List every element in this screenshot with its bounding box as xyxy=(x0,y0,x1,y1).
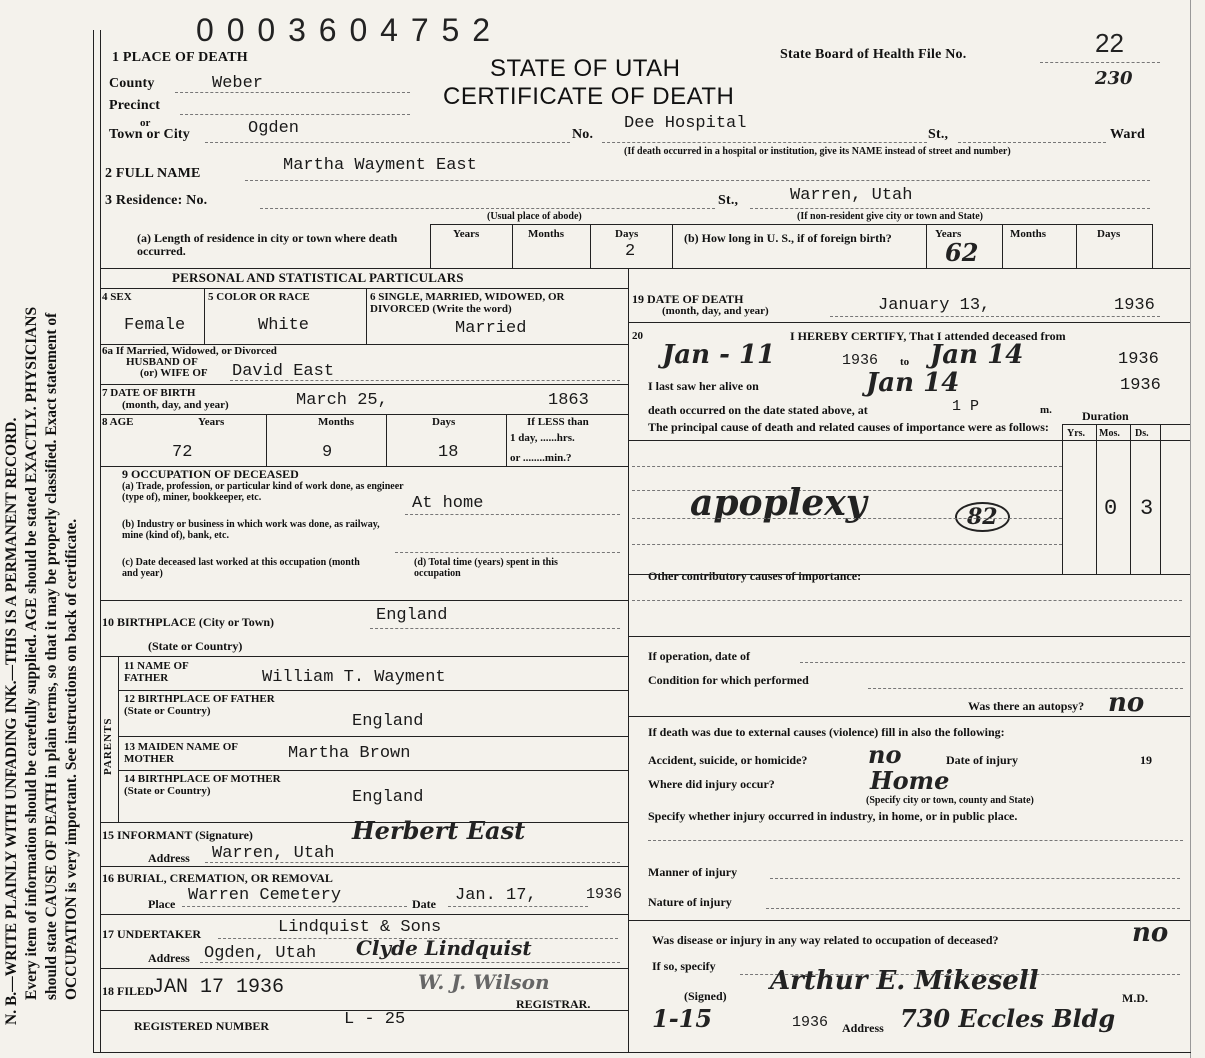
margin-note-line-2: Every item of information should be carefully supplied. AGE should be stated EXACTLY. PHYSICIANS xyxy=(23,306,40,1000)
cause-label: The principal cause of death and related causes of importance were as follows: xyxy=(648,420,1049,434)
duration-label: Duration xyxy=(1082,409,1129,423)
father-name-label: 11 NAME OF FATHER xyxy=(124,660,189,684)
mother-name-value: Martha Brown xyxy=(288,744,411,763)
precinct-label: Precinct xyxy=(109,98,161,113)
where-injury-label: Where did injury occur? xyxy=(648,777,775,791)
res-days-value: 2 xyxy=(625,242,636,261)
full-name-label: 2 FULL NAME xyxy=(105,166,201,181)
less-than-label-2: 1 day, ......hrs. xyxy=(510,432,575,444)
age-years-value: 72 xyxy=(172,443,193,462)
physician-signature: Arthur E. Mikesell xyxy=(770,966,1039,996)
burial-year-value: 1936 xyxy=(586,886,623,903)
informant-signature: Herbert East xyxy=(352,816,526,845)
duration-months-value: 0 xyxy=(1104,496,1118,521)
res-years-header: Years xyxy=(453,228,480,240)
or-label: or xyxy=(140,117,151,129)
father-name-value: William T. Wayment xyxy=(262,668,446,687)
where-injury-note: (Specify city or town, county and State) xyxy=(866,795,1034,806)
accident-answer: no xyxy=(868,740,902,769)
mother-birthplace-label: 14 BIRTHPLACE OF MOTHER (State or Country) xyxy=(124,773,281,797)
occupation-value: At home xyxy=(412,494,484,513)
cause-code: 82 xyxy=(955,502,1010,532)
date-of-injury-label: Date of injury xyxy=(946,753,1018,767)
sex-label: 4 SEX xyxy=(102,291,132,303)
manner-label: Manner of injury xyxy=(648,865,738,879)
physician-address: 730 Eccles Bldg xyxy=(900,1004,1116,1033)
autopsy-answer: no xyxy=(1108,688,1145,718)
last-saw-year: 1936 xyxy=(1120,376,1161,395)
us-years-value: 62 xyxy=(945,238,979,267)
hospital-value: Dee Hospital xyxy=(624,114,747,133)
undertaker-value: Lindquist & Sons xyxy=(278,918,442,937)
occupation-d-label: (d) Total time (years) spent in this occupation xyxy=(414,557,558,579)
street-label: St., xyxy=(928,127,949,142)
husband-label-2: HUSBAND OF xyxy=(126,356,198,368)
us-residence-label: (b) How long in U. S., if of foreign birth? xyxy=(684,231,892,245)
burial-label: 16 BURIAL, CREMATION, OR REMOVAL xyxy=(102,871,333,885)
specify-label: Specify whether injury occurred in industry, in home, or in public place. xyxy=(648,809,1018,823)
disease-answer: no xyxy=(1132,918,1169,948)
filed-label: 18 FILED xyxy=(102,984,154,998)
burial-date-value: Jan. 17, xyxy=(455,886,537,905)
death-time: 1 P xyxy=(952,398,980,415)
where-injury-answer: Home xyxy=(870,766,950,795)
state-title: STATE OF UTAH xyxy=(490,55,681,82)
personal-heading: PERSONAL AND STATISTICAL PARTICULARS xyxy=(172,270,464,285)
physician-address-label: Address xyxy=(842,1021,884,1035)
injury-year: 19 xyxy=(1140,753,1152,767)
length-residence-label: (a) Length of residence in city or town where death occurred. xyxy=(137,231,398,258)
residence-note-nonresident: (If non-resident give city or town and State) xyxy=(797,211,984,222)
informant-address-label: Address xyxy=(148,851,190,865)
residence-note-abode: (Usual place of abode) xyxy=(487,211,582,222)
date-of-death-value: January 13, xyxy=(878,296,991,315)
file-number-label: State Board of Health File No. xyxy=(780,47,967,62)
residence-value: Warren, Utah xyxy=(790,186,913,205)
burial-place-label: Place xyxy=(148,897,176,911)
place-of-death-heading: 1 PLACE OF DEATH xyxy=(112,50,248,65)
signature-year: 1936 xyxy=(792,1014,829,1031)
occupation-a-label: (a) Trade, profession, or particular kind of work done, as engineer (type of), miner, bookkeeper, etc. xyxy=(122,481,404,503)
age-days-header: Days xyxy=(432,416,456,428)
hospital-note: (If death occurred in a hospital or institution, give its NAME instead of street and number) xyxy=(624,146,1011,157)
duration-days-value: 3 xyxy=(1140,496,1154,521)
margin-note-line-4: OCCUPATION is very important. See instructions on back of certificate. xyxy=(63,518,80,1000)
duration-mos: Mos. xyxy=(1099,428,1120,439)
undertaker-label: 17 UNDERTAKER xyxy=(102,927,202,941)
file-number-secondary: 230 xyxy=(1095,68,1133,89)
town-value: Ogden xyxy=(248,119,300,138)
husband-label-3: (or) WIFE OF xyxy=(140,367,208,379)
husband-label-1: 6a If Married, Widowed, or Divorced xyxy=(102,345,277,357)
sex-value: Female xyxy=(124,316,186,335)
mother-birthplace-value: England xyxy=(352,788,424,807)
last-saw-date: Jan 14 xyxy=(866,368,960,398)
filed-stamp: JAN 17 1936 xyxy=(152,976,285,999)
birthplace-label: 10 BIRTHPLACE (City or Town) xyxy=(102,615,275,629)
certify-text: I HEREBY CERTIFY, That I attended deceased from xyxy=(790,329,1066,343)
contributory-label: Other contributory causes of importance: xyxy=(648,569,862,583)
attended-from-year: 1936 xyxy=(842,352,879,369)
parents-side-label: PARENTS xyxy=(102,717,114,775)
mother-name-label: 13 MAIDEN NAME OF MOTHER xyxy=(124,741,238,765)
undertaker-address-value: Ogden, Utah xyxy=(204,944,317,963)
age-days-value: 18 xyxy=(438,443,459,462)
date-of-death-year: 1936 xyxy=(1114,296,1155,315)
father-birthplace-value: England xyxy=(352,712,424,731)
attended-to-label: to xyxy=(900,356,910,368)
residence-label: 3 Residence: No. xyxy=(105,193,208,208)
occupation-b-label: (b) Industry or business in which work was done, as railway, mine (kind of), bank, etc. xyxy=(122,519,380,541)
race-value: White xyxy=(258,316,310,335)
marital-value: Married xyxy=(455,319,527,338)
res-months-header: Months xyxy=(528,228,565,240)
father-birthplace-label: 12 BIRTHPLACE OF FATHER (State or Country) xyxy=(124,693,275,717)
nature-label: Nature of injury xyxy=(648,895,732,909)
us-days-header: Days xyxy=(1097,228,1121,240)
margin-note-line-3: should state CAUSE OF DEATH in plain terms, so that it may be properly classified. Exact statement of xyxy=(43,312,60,1000)
age-months-value: 9 xyxy=(322,443,333,462)
accident-label: Accident, suicide, or homicide? xyxy=(648,753,808,767)
less-than-label-1: If LESS than xyxy=(527,416,589,428)
informant-address-value: Warren, Utah xyxy=(212,844,335,863)
autopsy-label: Was there an autopsy? xyxy=(968,699,1085,713)
us-months-header: Months xyxy=(1010,228,1047,240)
marital-label: 6 SINGLE, MARRIED, WIDOWED, OR DIVORCED (Write the word) xyxy=(370,291,565,315)
serial-number: 0 0 0 3 6 0 4 7 5 2 xyxy=(196,12,492,48)
occupation-label: 9 OCCUPATION OF DECEASED xyxy=(122,467,299,481)
death-time-m: m. xyxy=(1040,404,1052,416)
age-years-header: Years xyxy=(198,416,225,428)
date-of-death-label: 19 DATE OF DEATH xyxy=(632,292,744,306)
race-label: 5 COLOR OR RACE xyxy=(208,291,310,303)
informant-label: 15 INFORMANT (Signature) xyxy=(102,828,253,842)
signature-date: 1-15 xyxy=(652,1004,713,1033)
less-than-label-3: or ........min.? xyxy=(510,452,572,464)
undertaker-address-label: Address xyxy=(148,951,190,965)
file-number: 22 xyxy=(1095,28,1124,58)
attended-from: Jan - 11 xyxy=(662,340,776,370)
attended-to-year: 1936 xyxy=(1118,350,1159,369)
operation-label: If operation, date of xyxy=(648,649,750,663)
cause-of-death: apoplexy xyxy=(690,482,867,524)
dob-value: March 25, xyxy=(296,391,388,410)
dob-sublabel: (month, day, and year) xyxy=(122,399,229,411)
burial-place-value: Warren Cemetery xyxy=(188,886,342,905)
dob-label: 7 DATE OF BIRTH xyxy=(102,387,196,399)
certificate-title: CERTIFICATE OF DEATH xyxy=(443,83,735,110)
margin-note-line-1: N. B.—WRITE PLAINLY WITH UNFADING INK.—THIS IS A PERMANENT RECORD. xyxy=(3,417,20,1025)
ward-label: Ward xyxy=(1110,127,1146,142)
registered-number-value: L - 25 xyxy=(344,1010,406,1029)
death-occurred-label: death occurred on the date stated above, at xyxy=(648,403,868,417)
county-value: Weber xyxy=(212,74,264,93)
date-of-death-sublabel: (month, day, and year) xyxy=(662,305,769,317)
age-label: 8 AGE xyxy=(102,416,134,428)
full-name-value: Martha Wayment East xyxy=(283,156,477,175)
res-days-header: Days xyxy=(615,228,639,240)
dob-year: 1863 xyxy=(548,391,589,410)
us-years-header: Years xyxy=(935,228,962,240)
county-label: County xyxy=(109,76,155,91)
husband-value: David East xyxy=(232,362,335,381)
registered-number-label: REGISTERED NUMBER xyxy=(134,1019,270,1033)
no-label: No. xyxy=(572,127,594,142)
registrar-label: REGISTRAR. xyxy=(516,997,591,1011)
external-causes-label: If death was due to external causes (violence) fill in also the following: xyxy=(648,725,1005,739)
certify-number: 20 xyxy=(632,330,643,342)
condition-label: Condition for which performed xyxy=(648,673,809,687)
town-label: Town or City xyxy=(109,127,190,142)
age-months-header: Months xyxy=(318,416,355,428)
burial-date-label: Date xyxy=(412,897,436,911)
disease-label: Was disease or injury in any way related to occupation of deceased? xyxy=(652,933,999,947)
residence-street-label: St., xyxy=(718,193,739,208)
md-label: M.D. xyxy=(1122,991,1148,1005)
registrar-signature: W. J. Wilson xyxy=(418,970,550,994)
undertaker-signature: Clyde Lindquist xyxy=(356,936,532,960)
birthplace-value: England xyxy=(376,606,448,625)
attended-to: Jan 14 xyxy=(930,340,1024,370)
last-saw-label: I last saw her alive on xyxy=(648,379,759,393)
occupation-c-label: (c) Date deceased last worked at this occupation (month and year) xyxy=(122,557,360,579)
if-so-label: If so, specify xyxy=(652,959,716,973)
duration-yrs: Yrs. xyxy=(1067,428,1086,439)
signed-label: (Signed) xyxy=(684,989,727,1003)
duration-ds: Ds. xyxy=(1135,428,1149,439)
margin-instructions xyxy=(2,35,82,1025)
birthplace-sublabel: (State or Country) xyxy=(148,639,243,653)
